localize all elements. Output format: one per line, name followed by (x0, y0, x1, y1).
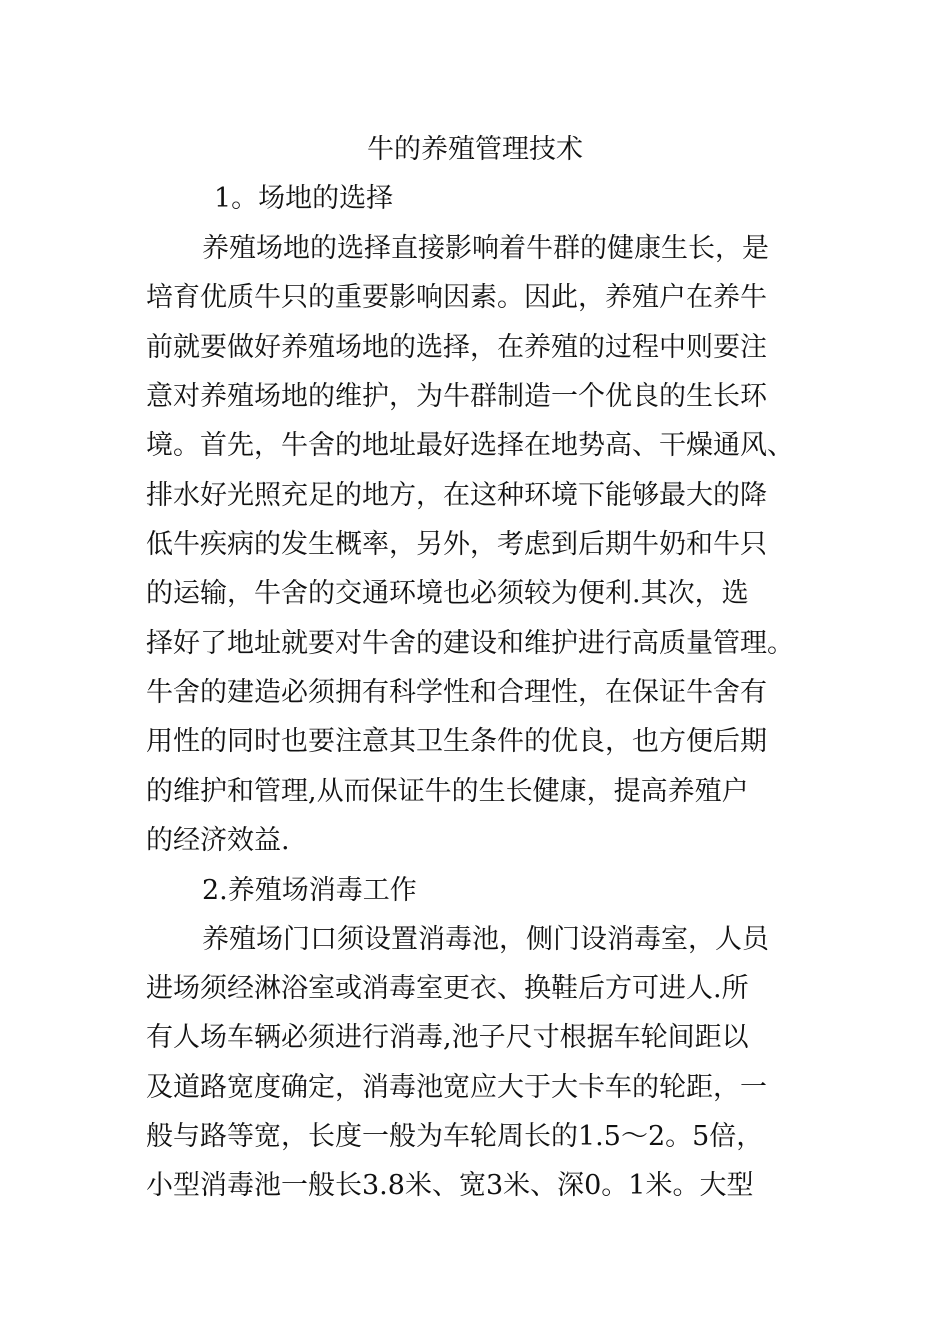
paragraph-line: 前就要做好养殖场地的选择，在养殖的过程中则要注 (146, 332, 767, 363)
paragraph-line: 的运输，牛舍的交通环境也必须较为便利.其次，选 (146, 578, 749, 609)
paragraph-line: 意对养殖场地的维护，为牛群制造一个优良的生长环 (146, 381, 767, 412)
paragraph-line: 小型消毒池一般长3.8米、宽3米、深0。1米。大型 (146, 1170, 754, 1201)
paragraph-line: 排水好光照充足的地方，在这种环境下能够最大的降 (146, 480, 767, 511)
paragraph-line: 低牛疾病的发生概率，另外，考虑到后期牛奶和牛只 (146, 529, 767, 560)
paragraph-line: 养殖场地的选择直接影响着牛群的健康生长，是 (202, 233, 769, 264)
paragraph-line: 培育优质牛只的重要影响因素。因此，养殖户在养牛 (146, 282, 767, 313)
section-heading-2: 2.养殖场消毒工作 (202, 875, 417, 906)
document-title: 牛的养殖管理技术 (367, 134, 583, 165)
paragraph-line: 养殖场门口须设置消毒池，侧门设消毒室，人员 (202, 924, 769, 955)
section-heading-1: 1。场地的选择 (214, 183, 394, 214)
paragraph-line: 的维护和管理,从而保证牛的生长健康，提高养殖户 (146, 776, 749, 807)
paragraph-line: 有人场车辆必须进行消毒,池子尺寸根据车轮间距以 (146, 1022, 749, 1053)
paragraph-line: 进场须经淋浴室或消毒室更衣、换鞋后方可进人.所 (146, 973, 749, 1004)
paragraph-line: 般与路等宽，长度一般为车轮周长的1.5～2。5倍， (146, 1121, 764, 1152)
paragraph-line: 牛舍的建造必须拥有科学性和合理性，在保证牛舍有 (146, 677, 767, 708)
paragraph-line: 及道路宽度确定，消毒池宽应大于大卡车的轮距，一 (146, 1072, 767, 1103)
paragraph-line: 境。首先，牛舍的地址最好选择在地势高、干燥通风、 (146, 430, 794, 461)
paragraph-line: 用性的同时也要注意其卫生条件的优良，也方便后期 (146, 726, 767, 757)
paragraph-line: 择好了地址就要对牛舍的建设和维护进行高质量管理。 (146, 628, 794, 659)
paragraph-line: 的经济效益. (146, 825, 290, 856)
